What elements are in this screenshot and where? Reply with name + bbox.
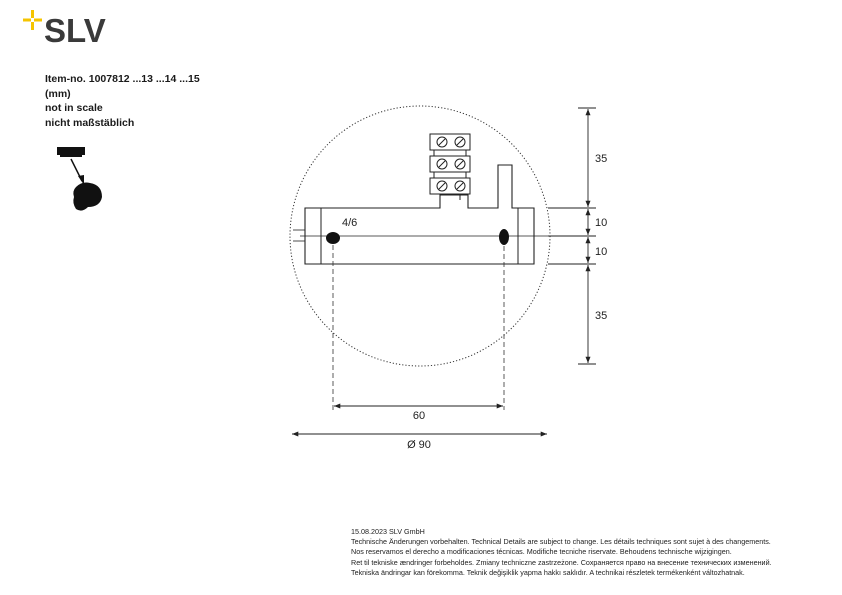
- mounting-hole-right: [499, 229, 509, 245]
- diameter-label: Ø 90: [407, 439, 431, 451]
- item-number: Item-no. 1007812 ...13 ...14 ...15: [45, 73, 200, 85]
- footer-date-company: 15.08.2023 SLV GmbH: [351, 527, 425, 536]
- footer-line-4: Tekniska ändringar kan förekomma. Teknik değişiklik yapma hakkı saklıdır. A technikai részletek termékenként változhatnak.: [351, 567, 745, 577]
- hole-spacing-label: 60: [412, 410, 426, 422]
- hole-size-label: 4/6: [342, 217, 358, 229]
- legal-footer: [351, 527, 772, 578]
- height-top-label: 35: [595, 153, 608, 165]
- brand-name: SLV: [44, 12, 106, 49]
- scale-note-en: not in scale: [45, 102, 103, 114]
- footer-line-1: Technische Änderungen vorbehalten. Technical Details are subject to change. Les détails techniques sont sujet à des changements.: [351, 537, 771, 547]
- footer-line-2: Nos reservamos el derecho a modificaciones técnicas. Modifiche tecniche riservate. Behoudens technische wijzigingen.: [351, 547, 732, 557]
- mounting-plate: [305, 165, 534, 264]
- footer-line-3: Ret til tekniske ændringer forbeholdes. Zmiany techniczne zastrzeżone. Сохраняется право на внесение технических изменений.: [351, 557, 772, 567]
- height-bottom-label: 35: [595, 310, 608, 322]
- height-mid-lower-label: 10: [595, 246, 608, 258]
- mounting-hole-left: [326, 232, 340, 244]
- terminal-block: [430, 134, 470, 200]
- height-mid-upper-label: 10: [595, 217, 608, 229]
- scale-note-de: nicht maßstäblich: [45, 116, 135, 129]
- units-label: (mm): [45, 87, 71, 100]
